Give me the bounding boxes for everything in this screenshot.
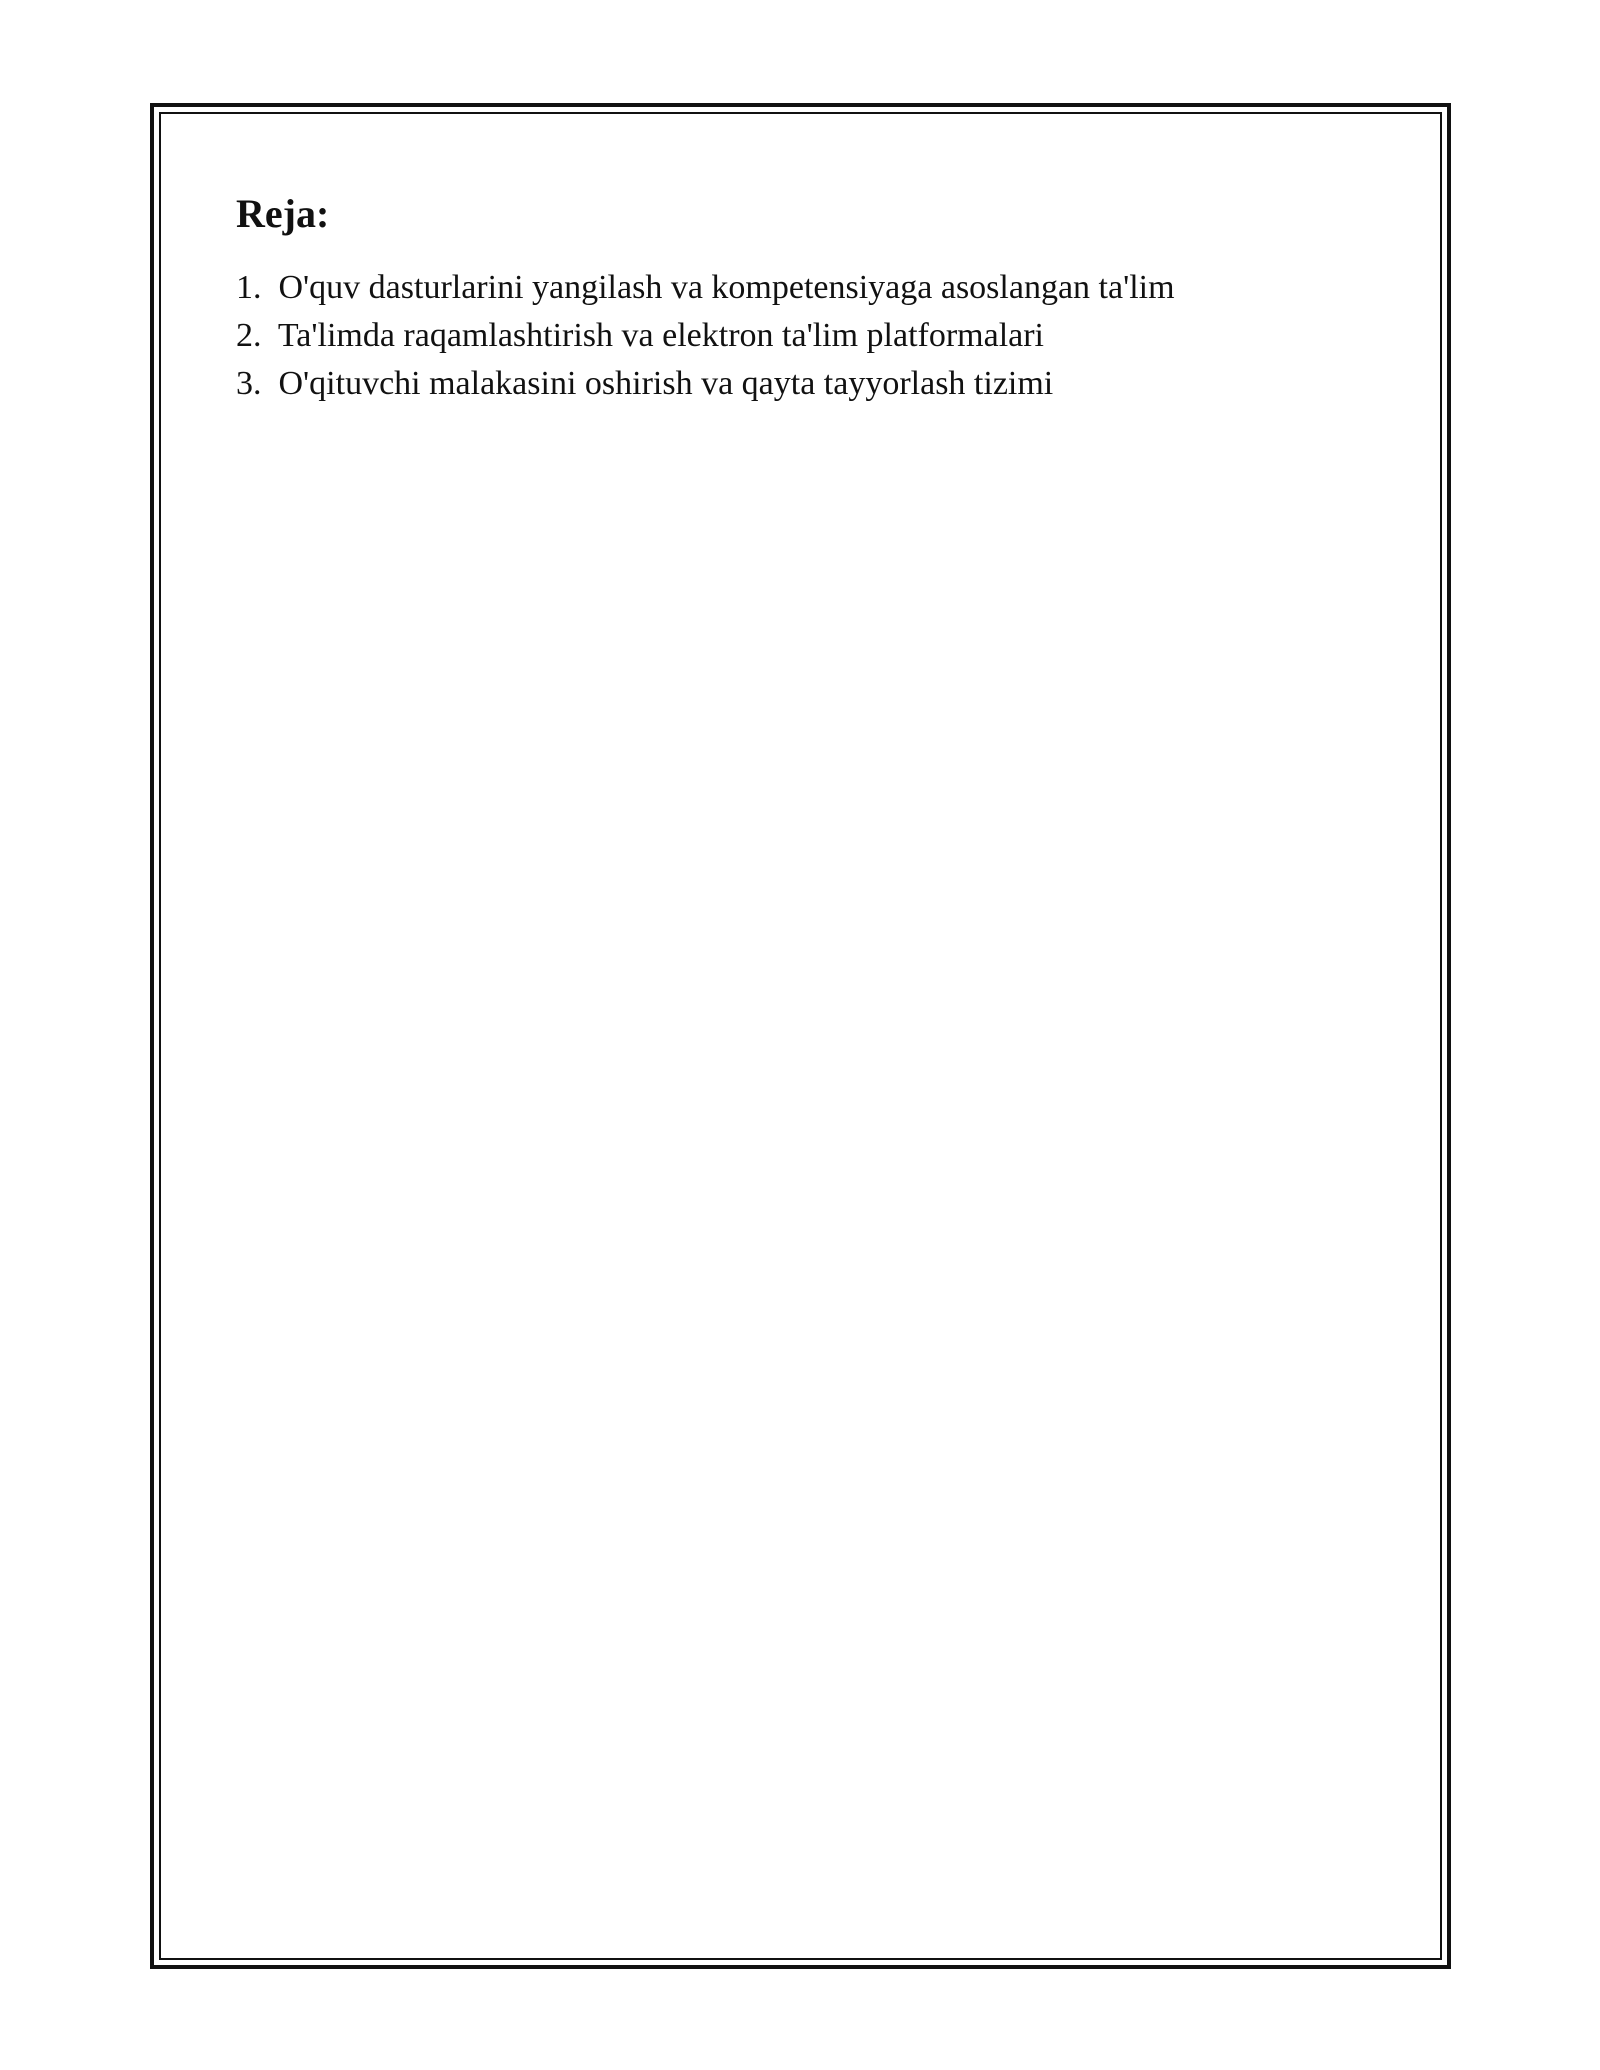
plan-heading: Reja: xyxy=(236,191,330,236)
plan-item-number: 3. xyxy=(236,365,270,402)
plan-item-2 xyxy=(236,312,1376,360)
plan-list xyxy=(236,264,1376,408)
plan-item-text: Ta'limda raqamlashtirish va elektron ta'lim platformalari xyxy=(277,317,1045,354)
plan-item-number: 1. xyxy=(236,269,270,306)
plan-item-number: 2. xyxy=(236,317,270,354)
document-content xyxy=(236,190,1376,408)
plan-item-text: O'quv dasturlarini yangilash va kompetensiyaga asoslangan ta'lim xyxy=(278,269,1175,306)
plan-item-text: O'qituvchi malakasini oshirish va qayta tayyorlash tizimi xyxy=(278,365,1054,402)
plan-item-3 xyxy=(236,360,1376,408)
plan-item-1 xyxy=(236,264,1376,312)
